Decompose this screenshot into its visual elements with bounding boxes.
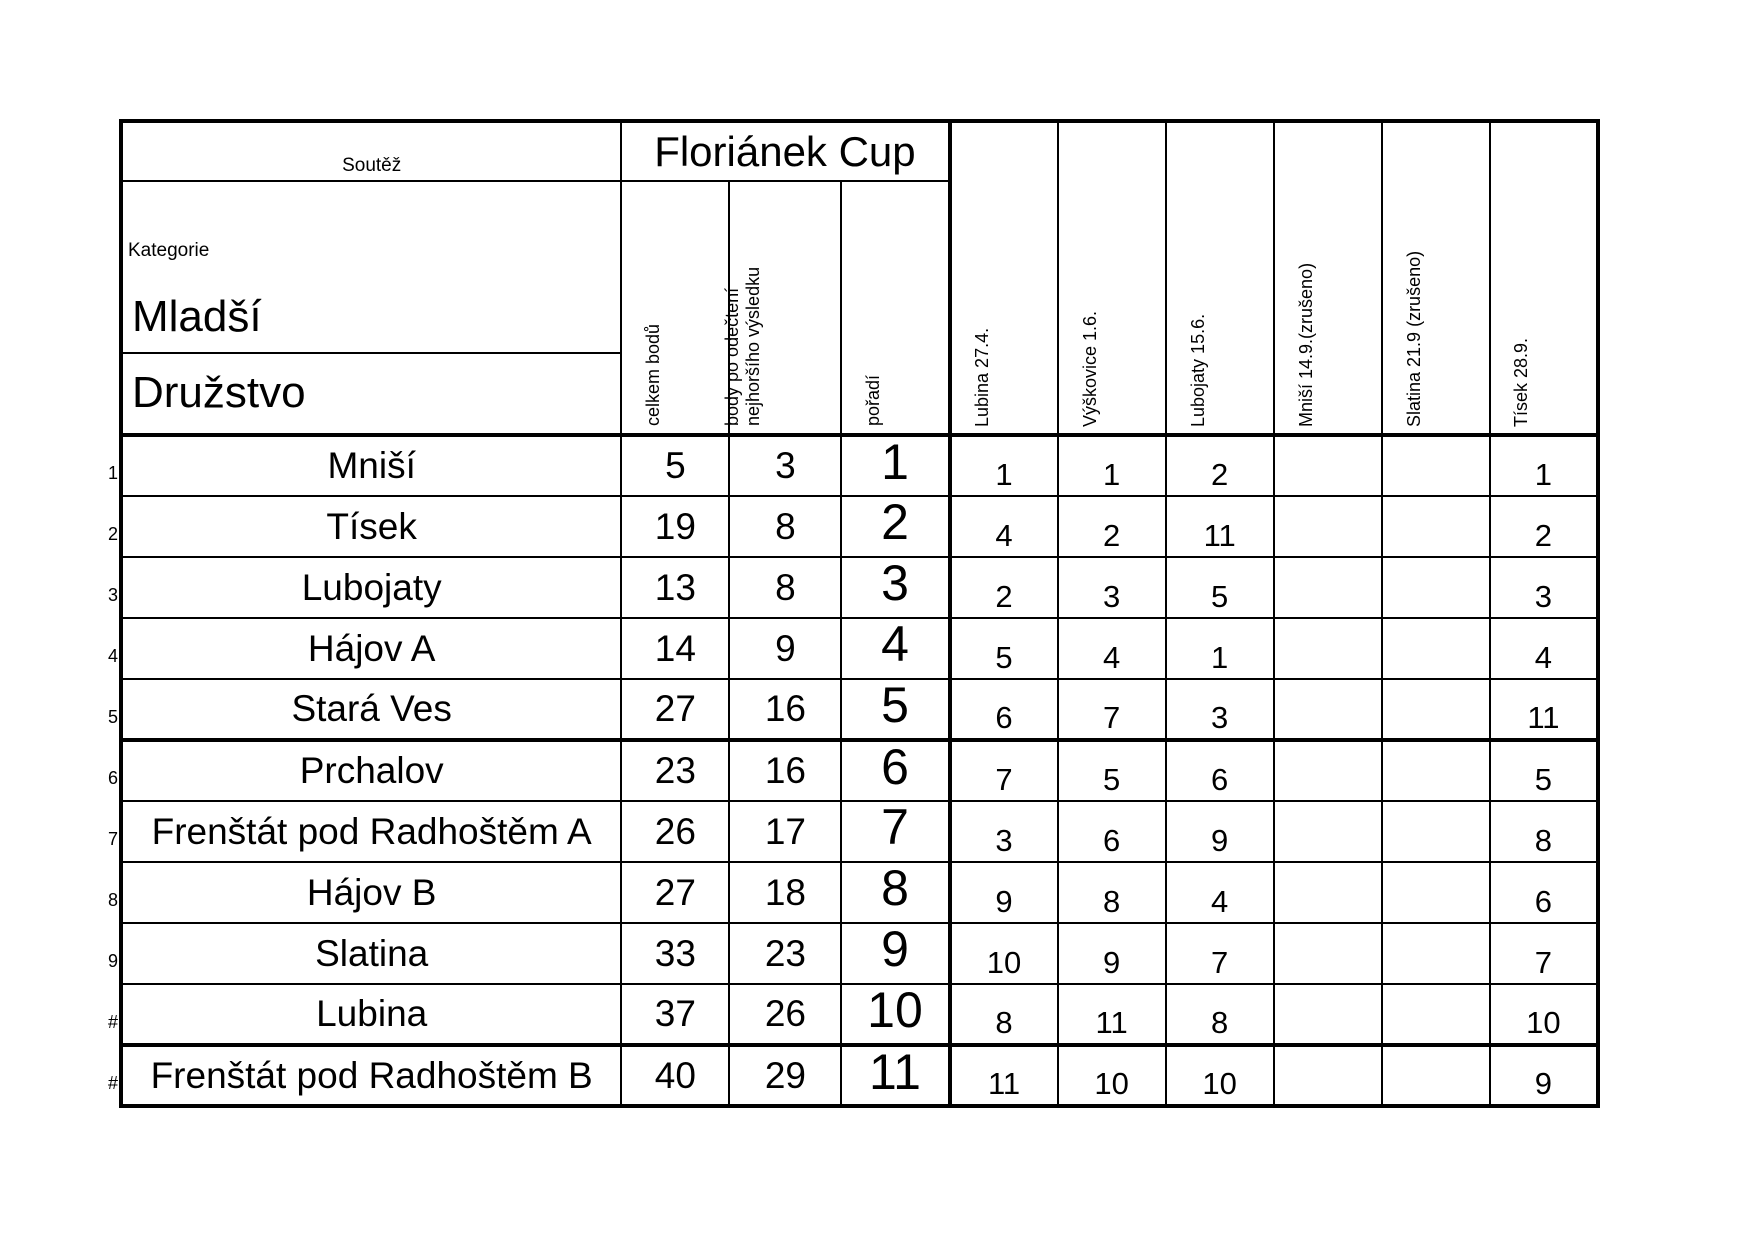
rank: 10 (841, 984, 949, 1045)
table-row (121, 801, 1598, 862)
race3-result: 6 (1166, 740, 1274, 801)
rank: 6 (841, 740, 949, 801)
race4-result (1274, 557, 1382, 618)
race4-result (1274, 923, 1382, 984)
race5-result (1382, 984, 1490, 1045)
race3-result: 8 (1166, 984, 1274, 1045)
total-points: 27 (621, 679, 729, 740)
race5-result (1382, 1045, 1490, 1106)
total-points: 40 (621, 1045, 729, 1106)
kategorie-value: Mladší (132, 292, 262, 341)
race4-result (1274, 1045, 1382, 1106)
points-after-drop: 16 (729, 740, 841, 801)
results-table (119, 119, 1600, 1108)
race2-result: 5 (1058, 740, 1166, 801)
row-index: 7 (108, 829, 119, 849)
race5-result (1382, 923, 1490, 984)
race6-result: 4 (1490, 618, 1598, 679)
total-points: 27 (621, 862, 729, 923)
race2-result: 2 (1058, 496, 1166, 557)
total-points: 5 (621, 435, 729, 496)
points-after-drop: 29 (729, 1045, 841, 1106)
race2-result: 3 (1058, 557, 1166, 618)
race2-header-label: Výškovice 1.6. (1079, 310, 1100, 427)
row-index: 9 (108, 951, 119, 971)
race1-header (950, 121, 1058, 435)
race4-result (1274, 679, 1382, 740)
race6-result: 9 (1490, 1045, 1598, 1106)
race4-result (1274, 984, 1382, 1045)
points-after-drop: 16 (729, 679, 841, 740)
row-index: 2 (108, 524, 119, 544)
table-row (121, 862, 1598, 923)
team-name: Mniší (121, 435, 621, 496)
race6-result: 3 (1490, 557, 1598, 618)
body-header-line2: nejhoršího výsledku (743, 266, 764, 426)
team-name: Frenštát pod Radhoštěm B (121, 1045, 621, 1106)
row-index: 6 (108, 768, 119, 788)
points-after-drop: 18 (729, 862, 841, 923)
table-row (121, 496, 1598, 557)
race6-result: 7 (1490, 923, 1598, 984)
race2-result: 9 (1058, 923, 1166, 984)
race2-header (1058, 121, 1166, 435)
race6-result: 11 (1490, 679, 1598, 740)
team-name: Slatina (121, 923, 621, 984)
race6-result: 1 (1490, 435, 1598, 496)
race1-result: 9 (950, 862, 1058, 923)
race3-result: 10 (1166, 1045, 1274, 1106)
race5-result (1382, 496, 1490, 557)
race6-result: 10 (1490, 984, 1598, 1045)
total-points: 33 (621, 923, 729, 984)
race4-header (1274, 121, 1382, 435)
race3-result: 4 (1166, 862, 1274, 923)
race1-result: 6 (950, 679, 1058, 740)
table-row (121, 740, 1598, 801)
race5-result (1382, 862, 1490, 923)
race3-result: 5 (1166, 557, 1274, 618)
points-after-drop: 26 (729, 984, 841, 1045)
race1-result: 1 (950, 435, 1058, 496)
race5-result (1382, 801, 1490, 862)
row-index: 5 (108, 707, 119, 727)
race3-result: 3 (1166, 679, 1274, 740)
team-name: Lubina (121, 984, 621, 1045)
race2-result: 6 (1058, 801, 1166, 862)
race5-header-label: Slatina 21.9 (zrušeno) (1403, 250, 1424, 427)
rank: 4 (841, 618, 949, 679)
total-points: 19 (621, 496, 729, 557)
total-points: 13 (621, 557, 729, 618)
body-header (722, 181, 841, 435)
race5-result (1382, 618, 1490, 679)
poradi-header-label: pořadí (862, 374, 883, 426)
table-row (121, 984, 1598, 1045)
points-after-drop: 3 (729, 435, 841, 496)
race4-result (1274, 496, 1382, 557)
race5-result (1382, 557, 1490, 618)
race3-result: 2 (1166, 435, 1274, 496)
race4-result (1274, 618, 1382, 679)
table-row (121, 557, 1598, 618)
race1-result: 8 (950, 984, 1058, 1045)
rank: 2 (841, 496, 949, 557)
table-row (121, 618, 1598, 679)
team-name: Prchalov (121, 740, 621, 801)
table-row (121, 1045, 1598, 1106)
race3-header-label: Lubojaty 15.6. (1187, 313, 1208, 427)
race4-header-label: Mniší 14.9.(zrušeno) (1295, 262, 1316, 427)
points-after-drop: 9 (729, 618, 841, 679)
row-index: 3 (108, 585, 119, 605)
race2-result: 1 (1058, 435, 1166, 496)
race1-result: 3 (950, 801, 1058, 862)
druzstvo-label: Družstvo (121, 353, 621, 435)
team-name: Frenštát pod Radhoštěm A (121, 801, 621, 862)
race1-result: 10 (950, 923, 1058, 984)
race6-header-label: Tísek 28.9. (1511, 337, 1532, 427)
soutez-label: Soutěž (121, 121, 621, 181)
race2-result: 10 (1058, 1045, 1166, 1106)
team-name: Stará Ves (121, 679, 621, 740)
race1-result: 11 (950, 1045, 1058, 1106)
total-points: 23 (621, 740, 729, 801)
race4-result (1274, 862, 1382, 923)
race4-result (1274, 801, 1382, 862)
race5-result (1382, 435, 1490, 496)
celkem-header (621, 181, 729, 435)
rank: 7 (841, 801, 949, 862)
poradi-header (841, 181, 949, 435)
total-points: 26 (621, 801, 729, 862)
race6-result: 5 (1490, 740, 1598, 801)
points-after-drop: 8 (729, 557, 841, 618)
body-header-label (722, 266, 764, 425)
race5-header (1382, 121, 1490, 435)
race2-result: 11 (1058, 984, 1166, 1045)
team-name: Hájov B (121, 862, 621, 923)
race6-result: 8 (1490, 801, 1598, 862)
race1-result: 5 (950, 618, 1058, 679)
row-index: # (108, 1012, 119, 1032)
team-name: Tísek (121, 496, 621, 557)
rank: 8 (841, 862, 949, 923)
total-points: 14 (621, 618, 729, 679)
race6-result: 2 (1490, 496, 1598, 557)
race5-result (1382, 740, 1490, 801)
table-row (121, 435, 1598, 496)
total-points: 37 (621, 984, 729, 1045)
race3-result: 9 (1166, 801, 1274, 862)
race1-result: 7 (950, 740, 1058, 801)
rank: 9 (841, 923, 949, 984)
points-after-drop: 17 (729, 801, 841, 862)
race2-result: 4 (1058, 618, 1166, 679)
body-header-line1: body po odečtení (722, 287, 743, 426)
table-row (121, 679, 1598, 740)
team-name: Hájov A (121, 618, 621, 679)
race2-result: 7 (1058, 679, 1166, 740)
celkem-header-label: celkem bodů (643, 323, 664, 426)
row-index: 4 (108, 646, 119, 666)
team-name: Lubojaty (121, 557, 621, 618)
table-row (121, 923, 1598, 984)
row-index: # (108, 1073, 119, 1093)
race5-result (1382, 679, 1490, 740)
race3-result: 1 (1166, 618, 1274, 679)
race6-header (1490, 121, 1598, 435)
competition-title: Floriánek Cup (621, 121, 949, 181)
race1-result: 2 (950, 557, 1058, 618)
points-after-drop: 23 (729, 923, 841, 984)
rank: 3 (841, 557, 949, 618)
race4-result (1274, 435, 1382, 496)
row-index: 1 (108, 463, 119, 483)
row-index: 8 (108, 890, 119, 910)
points-after-drop: 8 (729, 496, 841, 557)
race2-result: 8 (1058, 862, 1166, 923)
race3-result: 11 (1166, 496, 1274, 557)
kategorie-label: Kategorie (128, 240, 210, 261)
race6-result: 6 (1490, 862, 1598, 923)
kategorie-cell (121, 181, 621, 353)
race3-result: 7 (1166, 923, 1274, 984)
race1-header-label: Lubina 27.4. (972, 327, 993, 427)
rank: 5 (841, 679, 949, 740)
race3-header (1166, 121, 1274, 435)
rank: 11 (841, 1045, 949, 1106)
race4-result (1274, 740, 1382, 801)
rank: 1 (841, 435, 949, 496)
race1-result: 4 (950, 496, 1058, 557)
